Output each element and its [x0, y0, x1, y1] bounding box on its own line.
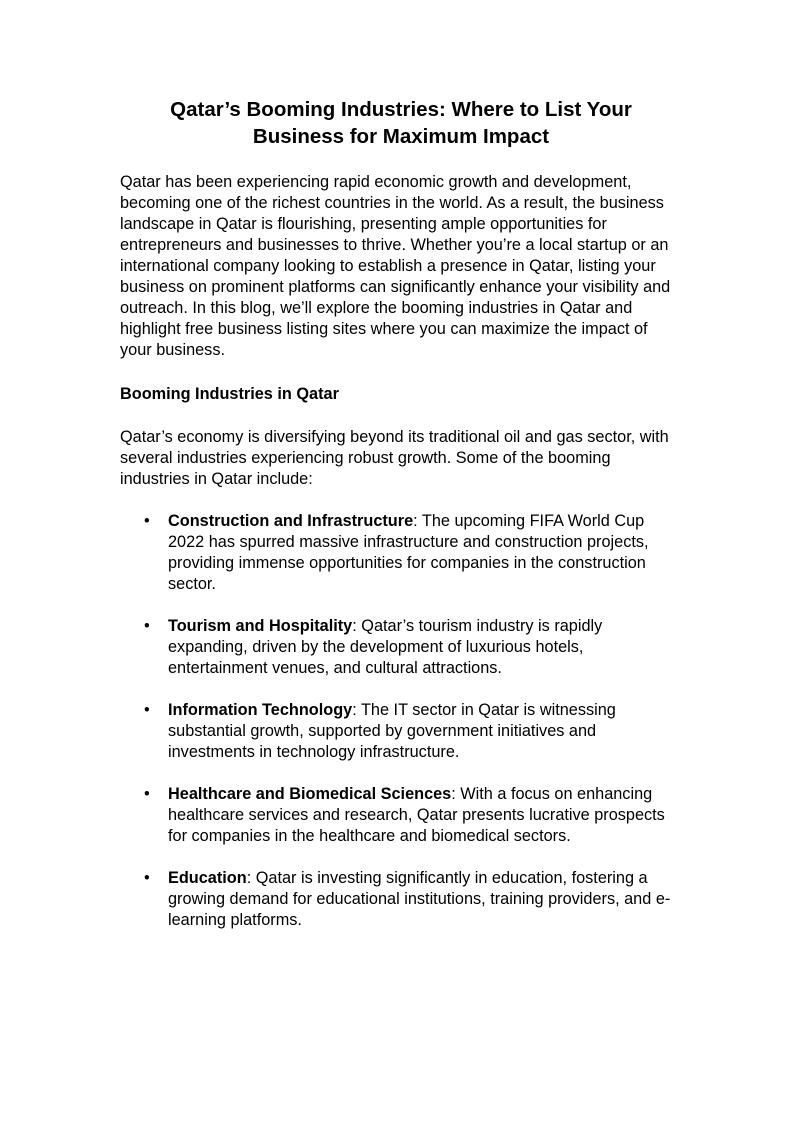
list-item: [120, 700, 682, 763]
list-item-title: Construction and Infrastructure: [168, 512, 414, 530]
list-item-text: : With a focus on enhancing healthcare services and research, Qatar presents lucrative prospects for companies in the healthcare and biomedical sectors.: [168, 785, 665, 845]
page-title-line-1: Qatar’s Booming Industries: Where to List Your: [170, 98, 632, 121]
list-item-title: Tourism and Hospitality: [168, 617, 353, 635]
bullet-icon: •: [144, 869, 150, 887]
list-item: [120, 511, 682, 595]
list-item: [120, 616, 682, 679]
bullet-icon: •: [144, 617, 150, 635]
list-item-title: Healthcare and Biomedical Sciences: [168, 785, 452, 803]
industries-list: [120, 511, 682, 931]
section-heading: Booming Industries in Qatar: [120, 385, 339, 403]
list-item: [120, 868, 682, 931]
list-item-text: : The upcoming FIFA World Cup 2022 has spurred massive infrastructure and construction projects, providing immense opportunities for companies in the construction sector.: [168, 512, 649, 593]
section-intro-paragraph: Qatar’s economy is diversifying beyond its traditional oil and gas sector, with several industries experiencing robust growth. Some of the booming industries in Qatar include:: [120, 428, 669, 488]
list-item-text: : Qatar is investing significantly in education, fostering a growing demand for educational institutions, training providers, and e-learning platforms.: [168, 869, 671, 929]
list-item-text: : The IT sector in Qatar is witnessing substantial growth, supported by government initiatives and investments in technology infrastructure.: [168, 701, 616, 761]
list-item-text: : Qatar’s tourism industry is rapidly expanding, driven by the development of luxurious hotels, entertainment venues, and cultural attractions.: [168, 617, 603, 677]
bullet-icon: •: [144, 785, 150, 803]
list-item-title: Education: [168, 869, 247, 887]
intro-paragraph: Qatar has been experiencing rapid economic growth and development, becoming one of the richest countries in the world. As a result, the business landscape in Qatar is flourishing, presenting ample opportunities for entrepreneurs and businesses to thrive. Whether you’re a local startup or an international company looking to establish a presence in Qatar, listing your business on prominent platforms can significantly enhance your visibility and outreach. In this blog, we’ll explore the booming industries in Qatar and highlight free business listing sites where you can maximize the impact of your business.: [120, 173, 671, 359]
bullet-icon: •: [144, 512, 150, 530]
page-title-line-2: Business for Maximum Impact: [252, 125, 550, 148]
bullet-icon: •: [144, 701, 150, 719]
document-page: [120, 96, 682, 952]
page-title: [120, 96, 682, 150]
list-item: [120, 784, 682, 847]
list-item-title: Information Technology: [168, 701, 353, 719]
